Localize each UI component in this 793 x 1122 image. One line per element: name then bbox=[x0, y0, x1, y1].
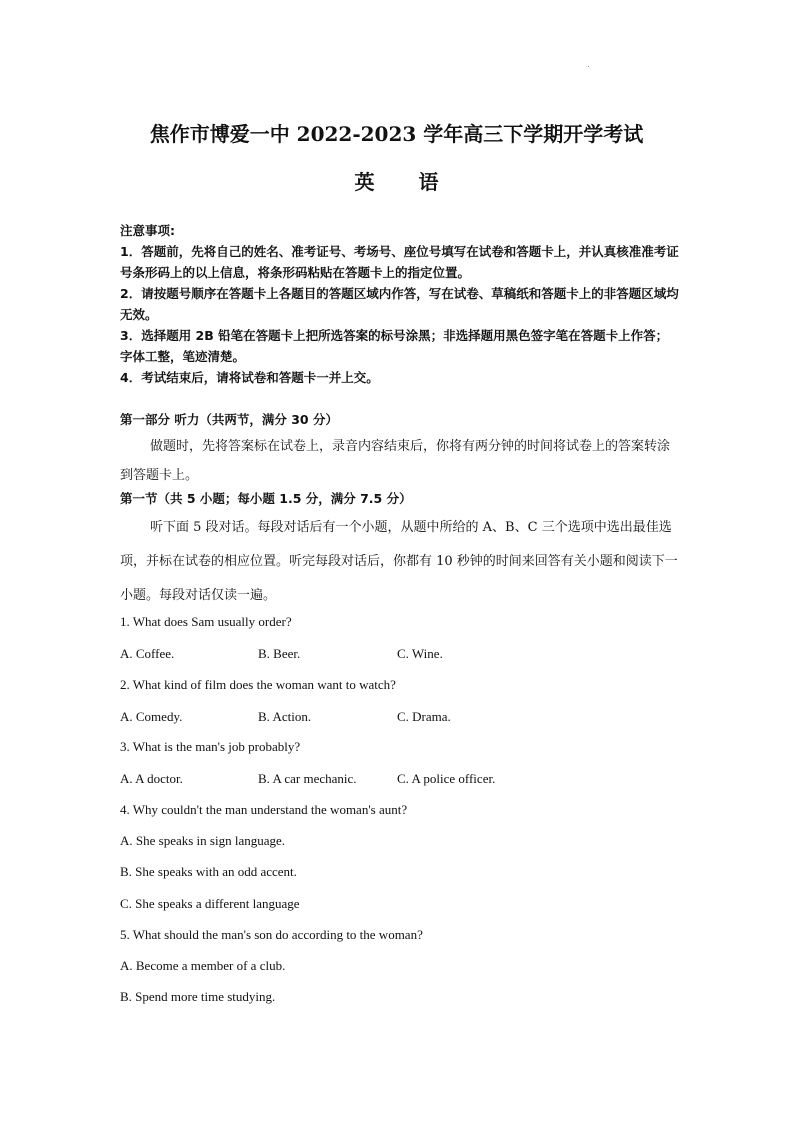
question-4: 4. Why couldn't the man understand the woman's aunt? bbox=[120, 802, 408, 817]
option: C. Drama. bbox=[397, 709, 451, 724]
option: B. Spend more time studying. bbox=[120, 989, 276, 1004]
question-3: 3. What is the man's job probably? bbox=[120, 739, 301, 754]
part1-instruction: 做题时，先将答案标在试卷上，录音内容结束后，你将有两分钟的时间将试卷上的答案转涂到答题卡上。 bbox=[120, 439, 671, 483]
part1-heading: 第一部分 听力（共两节，满分 30 分） bbox=[120, 412, 338, 427]
option: B. Beer. bbox=[258, 646, 301, 661]
subject-char-2: 语 bbox=[418, 170, 439, 194]
question-1: 1. What does Sam usually order? bbox=[120, 614, 292, 629]
option: C. Wine. bbox=[397, 646, 443, 661]
notice-item: 1．答题前，先将自己的姓名、准考证号、考场号、座位号填写在试卷和答题卡上，并认真核准准考证号条形码上的以上信息，将条形码粘贴在答题卡上的指定位置。 bbox=[120, 244, 679, 280]
option: A. A doctor. bbox=[120, 771, 183, 786]
notice-item: 4．考试结束后，请将试卷和答题卡一并上交。 bbox=[120, 370, 379, 385]
option: B. A car mechanic. bbox=[258, 771, 357, 786]
notice-item: 3．选择题用 2B 铅笔在答题卡上把所选答案的标号涂黑；非选择题用黑色签字笔在答题卡上作答；字体工整，笔迹清楚。 bbox=[120, 328, 669, 364]
option: C. A police officer. bbox=[397, 771, 496, 786]
section1-instruction: 听下面 5 段对话。每段对话后有一个小题，从题中所给的 A、B、C 三个选项中选出最佳选项，并标在试卷的相应位置。听完每段对话后，你都有 10 秒钟的时间来回答有关小题和阅读下一小题。每段对话仅读一遍。 bbox=[120, 520, 678, 603]
option: C. She speaks a different language bbox=[120, 896, 300, 911]
subject-char-1: 英 bbox=[354, 170, 375, 194]
option: A. She speaks in sign language. bbox=[120, 833, 286, 848]
notice-item: 2．请按题号顺序在答题卡上各题目的答题区域内作答，写在试卷、草稿纸和答题卡上的非答题区域均无效。 bbox=[120, 286, 679, 322]
scan-speck bbox=[588, 66, 589, 67]
exam-title: 焦作市博爱一中 2022-2023 学年高三下学期开学考试 bbox=[149, 122, 644, 146]
option: A. Coffee. bbox=[120, 646, 175, 661]
section1-heading: 第一节（共 5 小题；每小题 1.5 分，满分 7.5 分） bbox=[120, 491, 412, 506]
question-5: 5. What should the man's son do according to the woman? bbox=[120, 927, 423, 942]
option: A. Comedy. bbox=[120, 709, 183, 724]
option: B. Action. bbox=[258, 709, 312, 724]
question-2: 2. What kind of film does the woman want to watch? bbox=[120, 677, 396, 692]
option: B. She speaks with an odd accent. bbox=[120, 864, 297, 879]
subject-title bbox=[0, 166, 793, 195]
option: A. Become a member of a club. bbox=[120, 958, 286, 973]
notice-block bbox=[120, 220, 680, 388]
notice-heading: 注意事项: bbox=[120, 223, 175, 238]
